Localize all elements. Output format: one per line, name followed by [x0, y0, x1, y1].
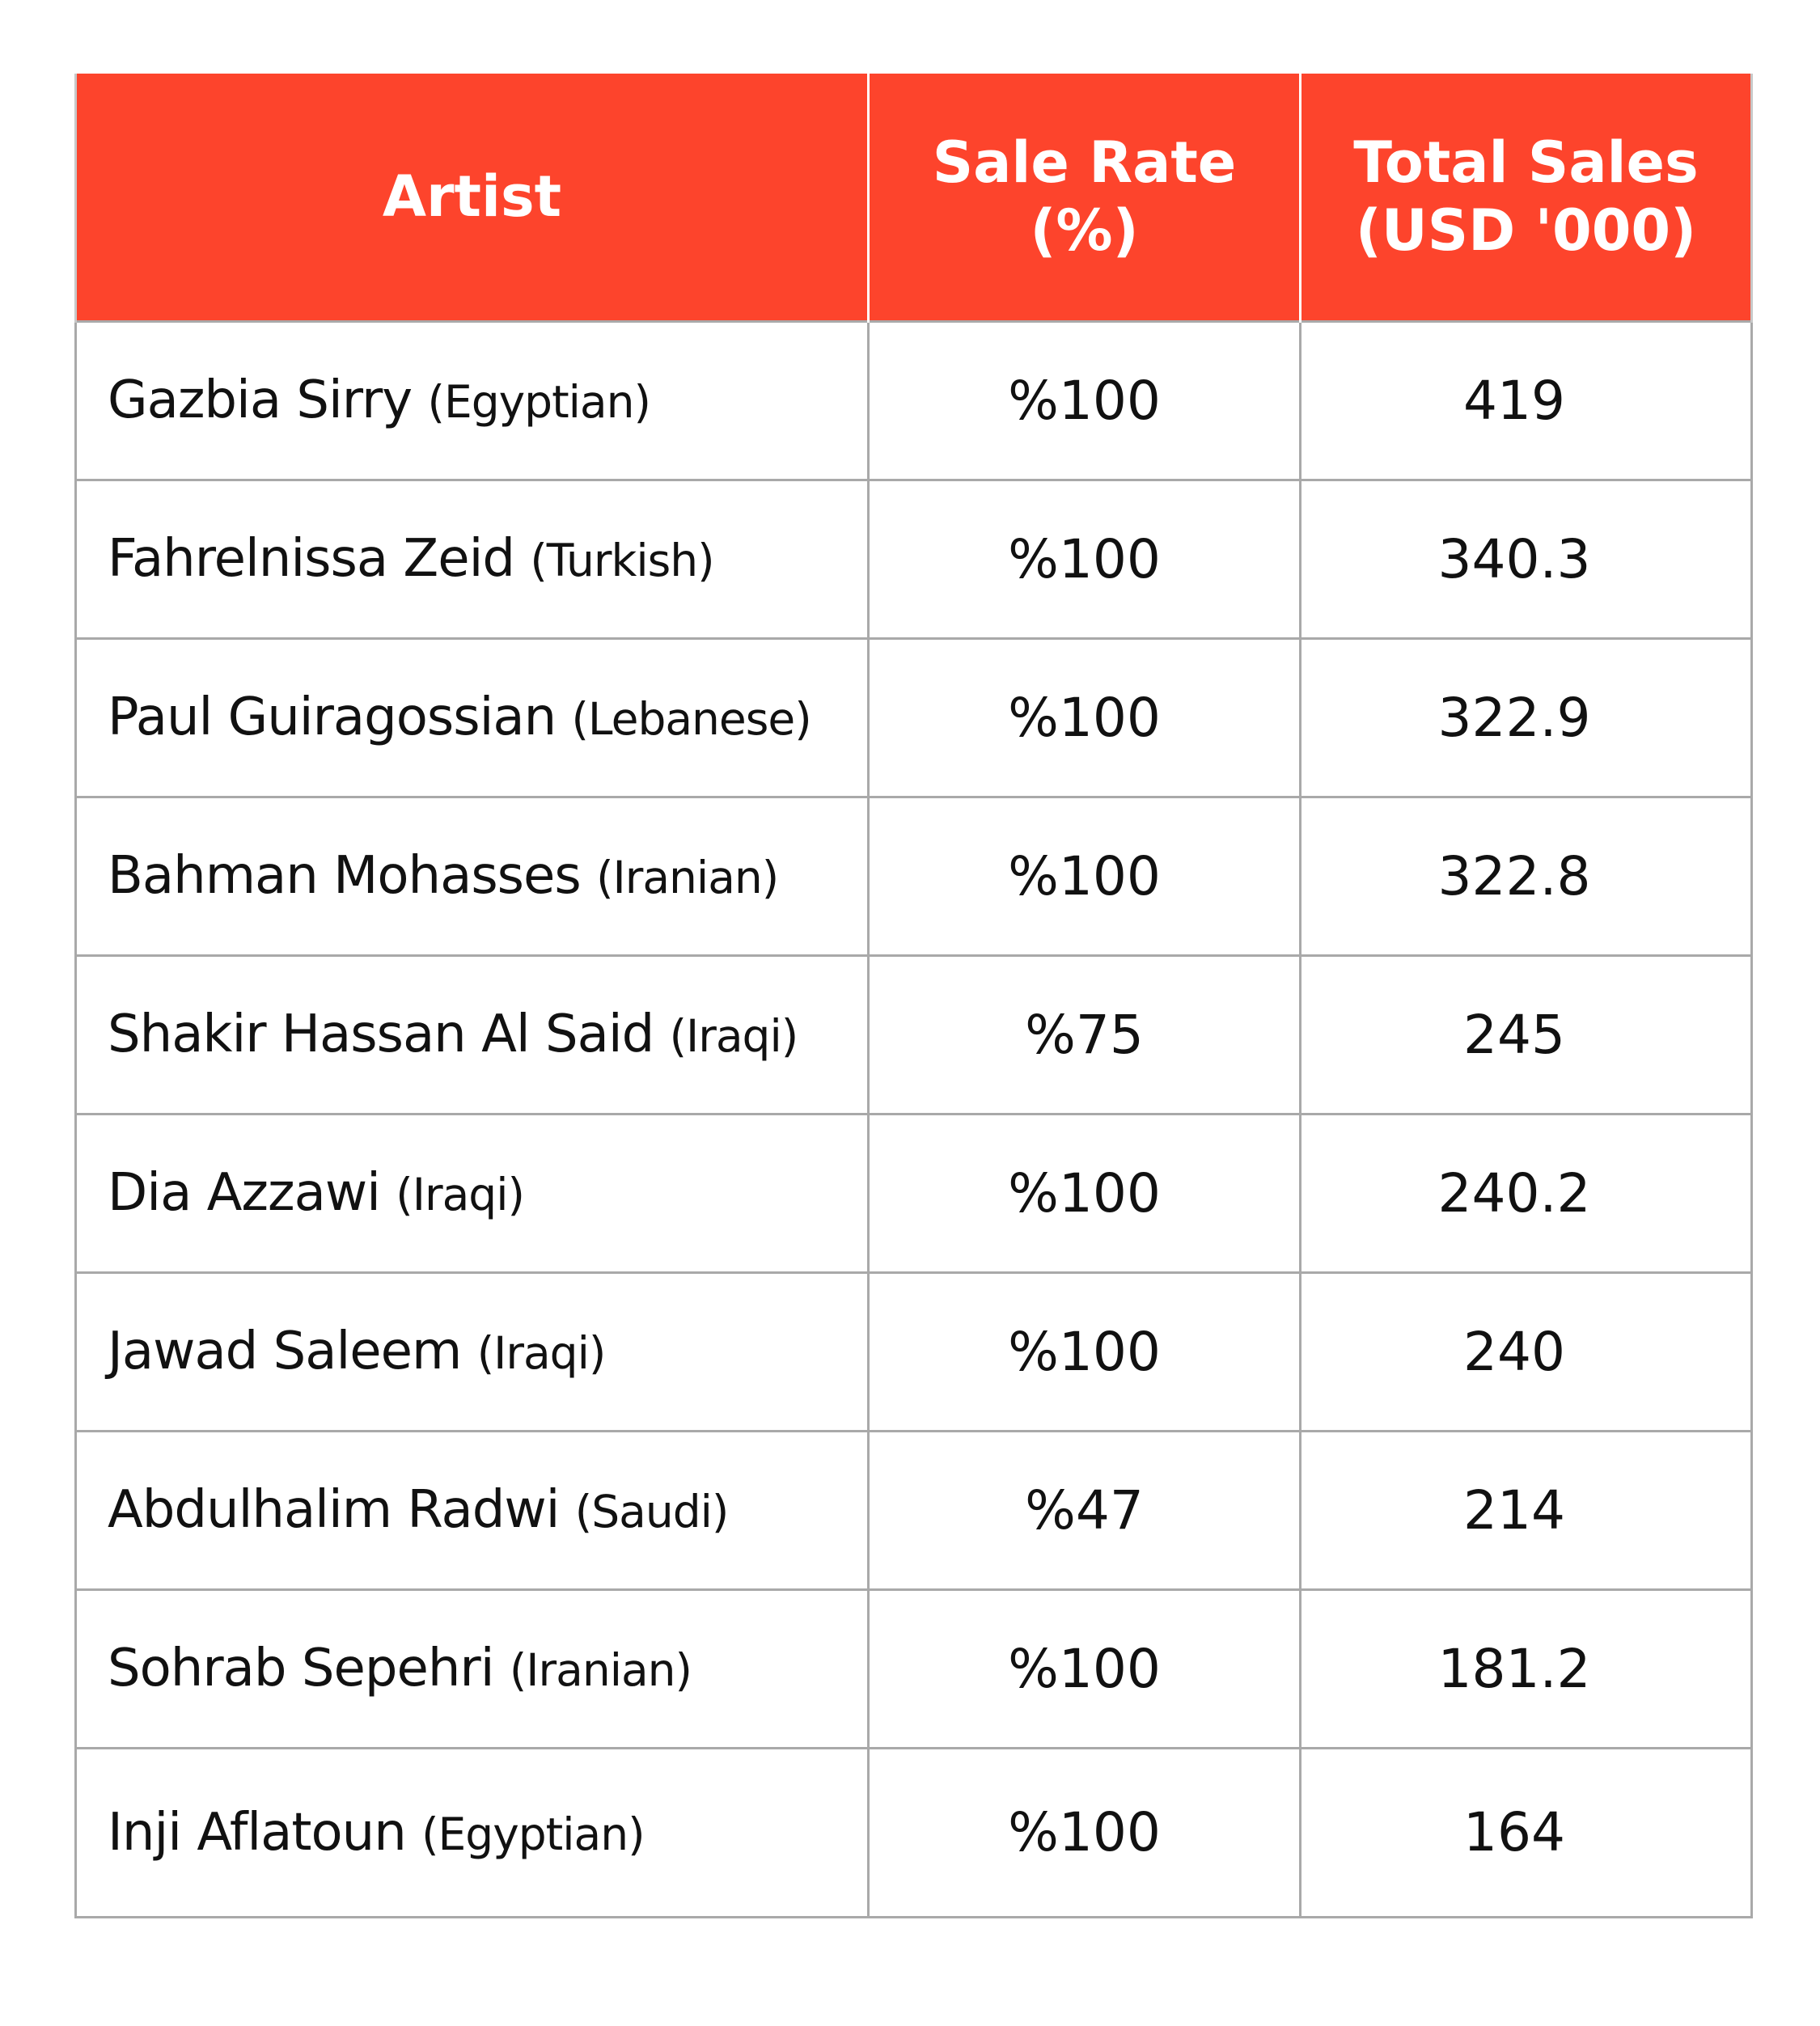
table-row: [76, 1272, 1752, 1431]
artist-cell: [76, 955, 869, 1114]
table-row: [76, 321, 1752, 480]
header-total-sales-line1: Total Sales: [1353, 129, 1699, 197]
total-sales-cell: 181.2: [1301, 1589, 1752, 1748]
header-total-sales-line2: (USD '000): [1355, 197, 1697, 264]
artist-cell: [76, 1748, 869, 1917]
artist-name: Fahrelnissa Zeid: [108, 529, 514, 589]
artist-cell: [76, 1589, 869, 1748]
sale-rate-cell: %100: [869, 480, 1301, 638]
sale-rate-cell: %100: [869, 1748, 1301, 1917]
artist-nationality: (Egyptian): [427, 376, 650, 428]
artist-cell: [76, 480, 869, 638]
artist-cell: [76, 1431, 869, 1589]
total-sales-cell: 240: [1301, 1272, 1752, 1431]
table-row: [76, 955, 1752, 1114]
sale-rate-cell: %75: [869, 955, 1301, 1114]
total-sales-cell: 322.8: [1301, 797, 1752, 955]
table-row: [76, 797, 1752, 955]
total-sales-cell: 340.3: [1301, 480, 1752, 638]
total-sales-cell: 240.2: [1301, 1114, 1752, 1272]
artist-name: Gazbia Sirry: [108, 370, 413, 430]
artist-cell: [76, 797, 869, 955]
table-row: [76, 1748, 1752, 1917]
artist-nationality: (Turkish): [530, 535, 714, 586]
table-body: [76, 321, 1752, 1917]
artist-cell: [76, 638, 869, 797]
header-total-sales: [1301, 74, 1752, 321]
artist-cell: [76, 1114, 869, 1272]
artist-nationality: (Saudi): [574, 1486, 729, 1537]
total-sales-cell: 214: [1301, 1431, 1752, 1589]
table-row: [76, 1589, 1752, 1748]
header-sale-rate: Sale Rate (%): [869, 74, 1301, 321]
artist-nationality: (Iraqi): [669, 1010, 798, 1062]
artist-nationality: (Iranian): [596, 852, 779, 903]
sale-rate-cell: %100: [869, 1272, 1301, 1431]
artist-nationality: (Egyptian): [421, 1808, 645, 1860]
artist-name: Inji Aflatoun: [108, 1802, 406, 1863]
table-header: [76, 74, 1752, 321]
artist-name: Paul Guiragossian: [108, 687, 557, 747]
sale-rate-cell: %100: [869, 1114, 1301, 1272]
artist-name: Sohrab Sepehri: [108, 1639, 494, 1698]
artist-cell: [76, 321, 869, 480]
artist-name: Abdulhalim Radwi: [108, 1480, 560, 1540]
artist-nationality: (Iraqi): [476, 1327, 606, 1379]
table-row: [76, 638, 1752, 797]
header-row: [76, 74, 1752, 321]
table-row: [76, 1114, 1752, 1272]
total-sales-cell: 164: [1301, 1748, 1752, 1917]
total-sales-cell: 419: [1301, 321, 1752, 480]
artist-sales-table: [74, 74, 1753, 1918]
artist-nationality: (Iraqi): [396, 1169, 524, 1220]
sale-rate-cell: %47: [869, 1431, 1301, 1589]
artist-name: Bahman Mohasses: [108, 846, 581, 906]
artist-nationality: (Iranian): [509, 1644, 692, 1696]
sale-rate-cell: %100: [869, 1589, 1301, 1748]
table-row: [76, 480, 1752, 638]
sale-rate-cell: %100: [869, 321, 1301, 480]
artist-name: Dia Azzawi: [108, 1163, 380, 1223]
artist-cell: [76, 1272, 869, 1431]
total-sales-cell: 322.9: [1301, 638, 1752, 797]
sale-rate-cell: %100: [869, 797, 1301, 955]
artist-name: Jawad Saleem: [108, 1322, 462, 1381]
artist-name: Shakir Hassan Al Said: [108, 1005, 654, 1064]
total-sales-cell: 245: [1301, 955, 1752, 1114]
sale-rate-cell: %100: [869, 638, 1301, 797]
table-row: [76, 1431, 1752, 1589]
artist-nationality: (Lebanese): [571, 693, 811, 745]
header-artist: Artist: [76, 74, 869, 321]
